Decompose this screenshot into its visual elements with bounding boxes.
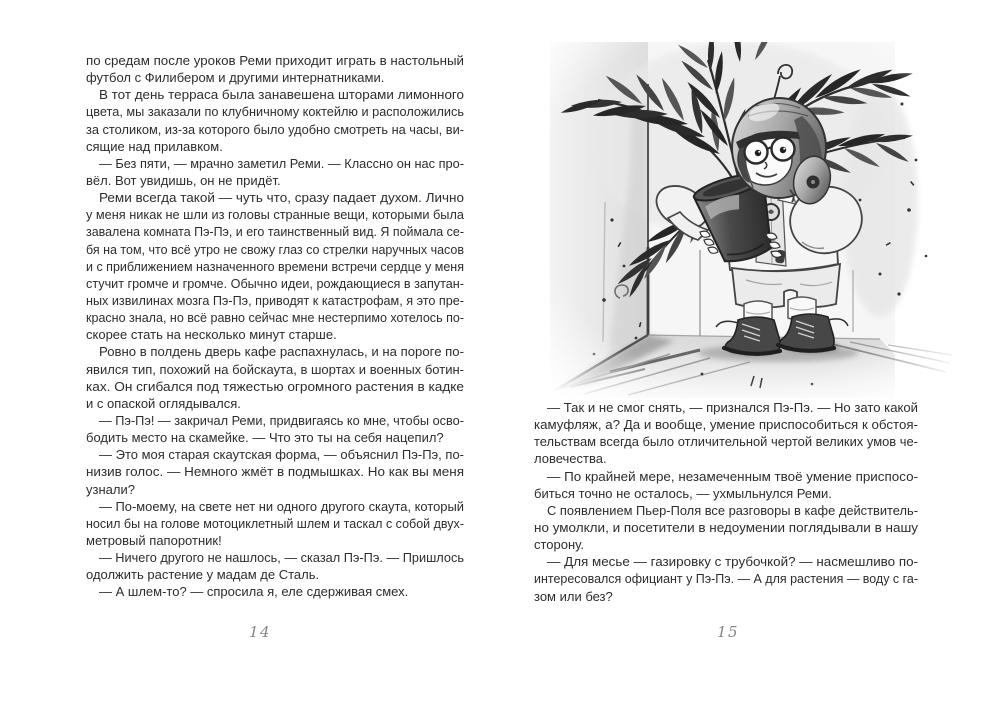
text-line: носил бы на голове мотоциклетный шлем и таскал с собой двух- bbox=[86, 515, 464, 531]
text-line: ных извилинах мозга Пэ-Пэ, приводят к катастрофам, я это пре- bbox=[86, 292, 464, 308]
text-line: футбол с Филибером и другими интернатниками. bbox=[86, 70, 385, 86]
text-line: биться точно не осталось, — ухмыльнулся Реми. bbox=[534, 485, 832, 501]
paragraph bbox=[86, 446, 464, 497]
text-line: бодить место на скамейке. — Что это ты на себя нацепил? bbox=[86, 430, 444, 446]
text-line: одолжить растение у мадам де Сталь. bbox=[86, 567, 320, 583]
paragraph bbox=[86, 549, 464, 583]
text-line: ках. Он сгибался под тяжестью огромного растения в кадке bbox=[86, 378, 465, 394]
text-line: бя на том, что всё утро не свожу глаз со стрелки наручных часов bbox=[86, 241, 464, 257]
text-line: и с приближением назначенного времени встречи сердце у меня bbox=[86, 258, 464, 274]
paragraph bbox=[534, 399, 918, 468]
text-line: — Пэ-Пэ! — закричал Реми, придвигаясь ко мне, чтобы осво- bbox=[99, 412, 464, 428]
text-line: интересовался официант у Пэ-Пэ. — А для растения — воду с га- bbox=[534, 571, 918, 587]
text-line: у меня никак не шли из головы странные вещи, которыми была bbox=[86, 207, 464, 223]
text-line: камуфляж, а? Да и вообще, умение приспособиться к обстоя- bbox=[534, 417, 918, 433]
text-line: ловечества. bbox=[534, 451, 607, 467]
page-number-left: 14 bbox=[248, 623, 272, 641]
paragraph bbox=[86, 583, 464, 600]
text-line: — Это моя старая скаутская форма, — объяснил Пэ-Пэ, по- bbox=[99, 447, 464, 463]
text-line: В тот день терраса была занавешена шторами лимонного bbox=[99, 87, 464, 103]
paragraph bbox=[534, 502, 918, 553]
text-line: С появлением Пьер-Поля все разговоры в кафе действитель- bbox=[547, 502, 918, 518]
text-line: зом или без? bbox=[534, 588, 613, 604]
text-line: явился тип, похожий на бойскаута, в шортах и военных ботин- bbox=[86, 361, 464, 377]
paragraph bbox=[86, 155, 464, 189]
page-number-right: 15 bbox=[716, 623, 740, 641]
text-line: за столиком, из-за которого было удобно смотреть на часы, ви- bbox=[86, 121, 464, 137]
page-left-text bbox=[86, 52, 464, 601]
paragraph bbox=[86, 343, 464, 412]
paragraph bbox=[86, 86, 464, 155]
page-right-text bbox=[534, 399, 918, 605]
text-line: сящие над прилавком. bbox=[86, 138, 223, 154]
text-line: — Для месье — газировку с трубочкой? — насмешливо по- bbox=[547, 554, 918, 570]
illustration-vignette bbox=[550, 42, 960, 398]
text-line: Ровно в полдень дверь кафе распахнулась, и на пороге по- bbox=[99, 344, 464, 360]
text-line: — А шлем-то? — спросила я, еле сдерживая смех. bbox=[99, 584, 409, 600]
text-line: метровый папоротник! bbox=[86, 532, 222, 548]
paragraph bbox=[86, 52, 464, 86]
text-line: но умолкли, и посетители в недоумении поглядывали в нашу bbox=[534, 519, 918, 535]
text-line: красно знала, но всё равно сейчас мне нестерпимо хотелось по- bbox=[86, 310, 464, 326]
text-line: стучит громче и громче. Обычно идеи, рождающиеся в запутан- bbox=[86, 275, 464, 291]
paragraph bbox=[86, 498, 464, 549]
text-line: узнали? bbox=[86, 481, 135, 497]
text-line: сторону. bbox=[534, 537, 584, 553]
paragraph bbox=[534, 553, 918, 604]
paragraph bbox=[534, 468, 918, 502]
text-line: низив голос. — Немного жмёт в подмышках. Но как вы меня bbox=[86, 464, 464, 480]
text-line: цвета, мы заказали по клубничному коктейлю и расположились bbox=[86, 104, 464, 120]
paragraph bbox=[86, 189, 464, 343]
paragraph bbox=[86, 412, 464, 446]
illustration-child-with-plant bbox=[550, 42, 960, 398]
text-line: завалена комната Пэ-Пэ, и его таинственный вид. Я поймала се- bbox=[86, 224, 464, 240]
text-line: по средам после уроков Реми приходит играть в настольный bbox=[86, 53, 464, 68]
text-line: Реми всегда такой — чуть что, сразу падает духом. Лично bbox=[99, 190, 465, 206]
text-line: скорее стать на несколько минут старше. bbox=[86, 327, 337, 343]
text-line: — Без пяти, — мрачно заметил Реми. — Классно он нас про- bbox=[99, 155, 464, 171]
text-line: вёл. Вот увидишь, он не придёт. bbox=[86, 172, 281, 188]
text-line: — Так и не смог снять, — признался Пэ-Пэ. — Но зато какой bbox=[547, 400, 918, 415]
text-line: и с опаской оглядывался. bbox=[86, 395, 241, 411]
text-line: тельствам всегда было отличительной чертой великих умов че- bbox=[534, 434, 918, 450]
text-line: — По-моему, на свете нет ни одного другого скаута, который bbox=[99, 498, 464, 514]
text-line: — По крайней мере, незамеченным твоё умение приспосо- bbox=[547, 468, 918, 484]
text-line: — Ничего другого не нашлось, — сказал Пэ-Пэ. — Пришлось bbox=[99, 550, 464, 566]
